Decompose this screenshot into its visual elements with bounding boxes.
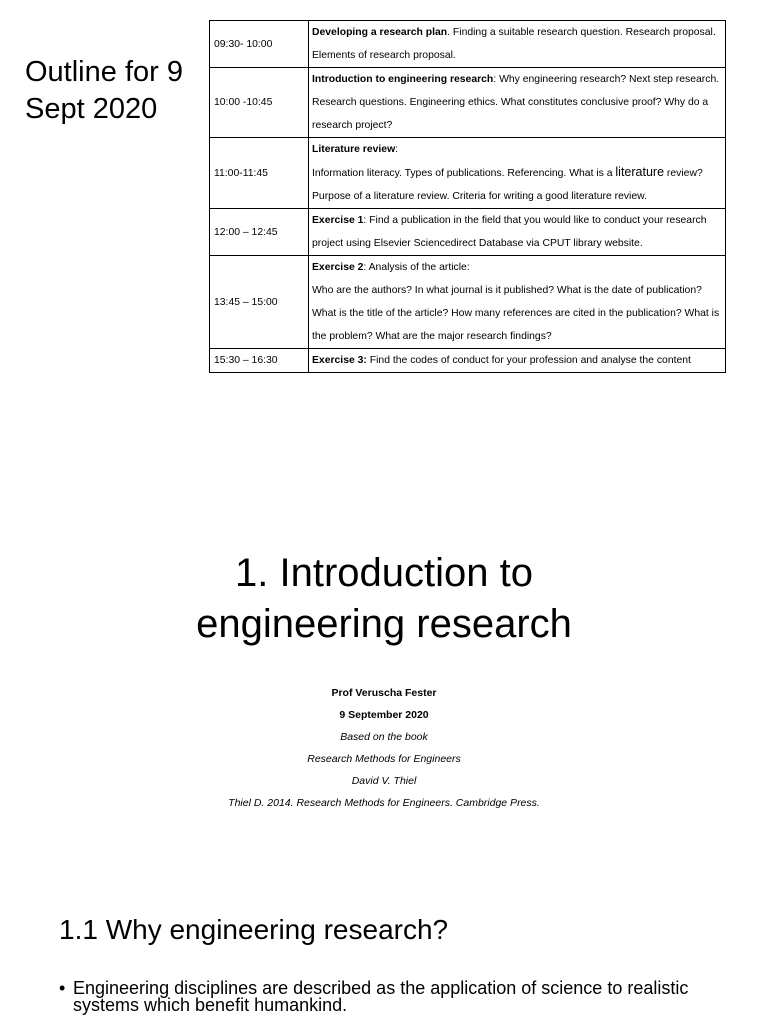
book-title: Research Methods for Engineers [307,753,461,765]
topic-cell [309,68,726,138]
topic-text: . Finding a suitable research question. Research proposal. Elements of research proposal. [312,27,716,61]
topic-text: : [395,144,399,155]
time-cell: 11:00-11:45 [210,138,309,209]
content-slide [0,864,768,1024]
slide-title-line2: engineering research [196,602,572,646]
topic-cell [309,209,726,256]
based-on-text: Based on the book [340,731,428,743]
bullet-text: Engineering disciplines are described as the application of science to realistic systems which benefit humankind. [73,978,689,1015]
author-name: Prof Veruscha Fester [331,687,437,699]
topic-detail: Information literacy. Types of publications. Referencing. What is a [312,168,616,179]
topic-detail: Who are the authors? In what journal is it published? What is the date of publication? What is the title of the article? How many references are cited in the publication? What is the problem? What are the major research findings? [312,285,720,342]
table-row [210,68,726,138]
time-cell: 10:00 -10:45 [210,68,309,138]
topic-text: : Find a publication in the field that you would like to conduct your research project using Elsevier Sciencedirect Database via CPUT library website. [312,215,707,249]
slide-title-line1: 1. Introduction to [235,551,533,595]
topic-cell [309,21,726,68]
table-row [210,138,726,209]
schedule-table [209,20,726,373]
time-cell: 15:30 – 16:30 [210,349,309,373]
time-cell: 09:30- 10:00 [210,21,309,68]
topic-cell [309,349,726,373]
credits-block [0,682,768,814]
topic-text: : Why engineering research? Next step research. Research questions. Engineering ethics. What constitutes conclusive proof? Why do a research project? [312,74,720,131]
topic-cell [309,138,726,209]
topic-lead: Literature review [312,144,396,155]
topic-lead: Introduction to engineering research [312,74,494,85]
topic-text: Find the codes of conduct for your profession and analyse the content [366,355,691,366]
topic-detail-emph: literature [615,165,665,179]
time-cell: 13:45 – 15:00 [210,256,309,349]
time-cell: 12:00 – 12:45 [210,209,309,256]
topic-lead: Developing a research plan [312,27,448,38]
topic-cell [309,256,726,349]
citation: Thiel D. 2014. Research Methods for Engineers. Cambridge Press. [228,797,540,809]
book-author: David V. Thiel [351,775,417,787]
topic-lead: Exercise 1 [312,215,364,226]
table-row [210,256,726,349]
presentation-date: 9 September 2020 [339,709,429,721]
topic-detail-rest: review? Purpose of a literature review. Criteria for writing a good literature review. [312,168,703,202]
topic-lead: Exercise 3: [312,355,367,366]
title-slide [0,432,768,864]
bullet-item [59,980,719,1014]
outline-slide [0,0,768,432]
section-heading: 1.1 Why engineering research? [59,914,449,945]
topic-lead: Exercise 2 [312,262,364,273]
topic-text: : Analysis of the article: [363,262,470,273]
bullet-icon: • [59,978,66,998]
slide-title [0,548,768,650]
table-row [210,209,726,256]
outline-title: Outline for 9 Sept 2020 [25,56,183,125]
table-row [210,349,726,373]
table-row [210,21,726,68]
